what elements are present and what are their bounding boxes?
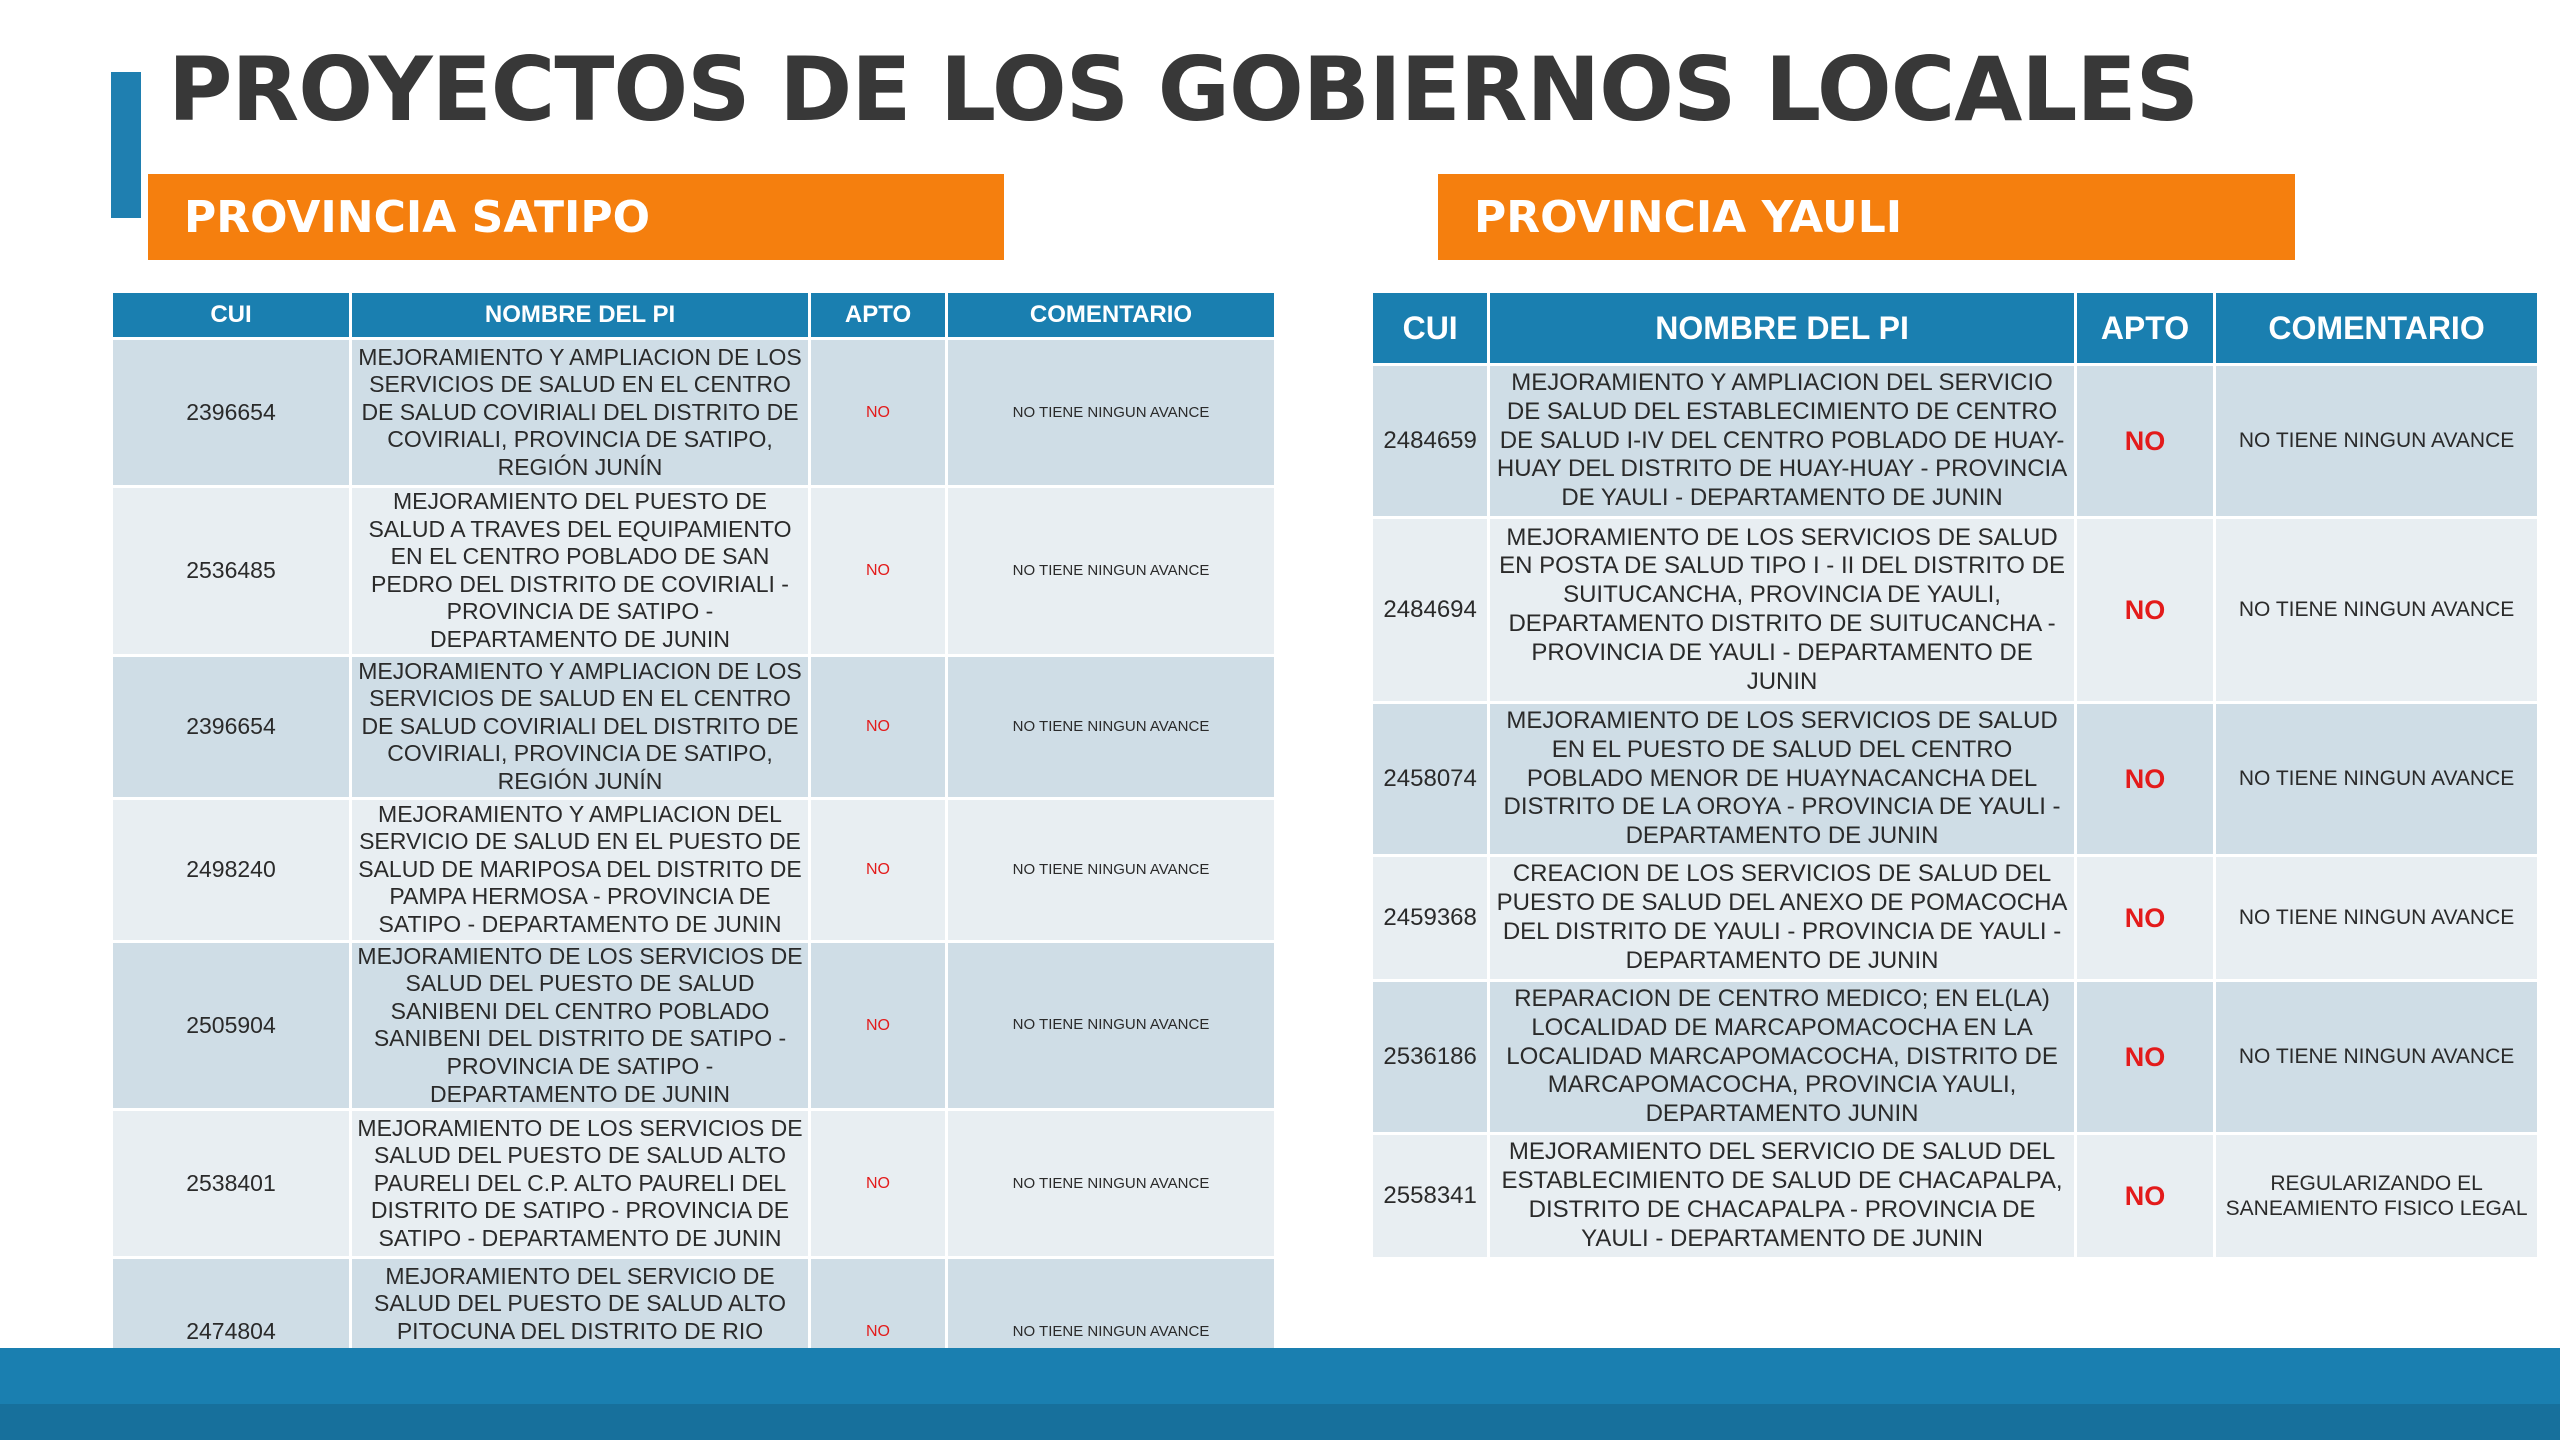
cell-nombre: MEJORAMIENTO DEL SERVICIO DE SALUD DEL PUESTO DE SALUD ALTO PITOCUNA DEL DISTRITO DE RIO (352, 1259, 808, 1404)
cell-cui: 2458074 (1373, 704, 1487, 854)
cell-comentario: NO TIENE NINGUN AVANCE (2216, 982, 2537, 1132)
cell-nombre: MEJORAMIENTO DEL SERVICIO DE SALUD DEL ESTABLECIMIENTO DE SALUD DE CHACAPALPA, DISTRITO DE CHACAPALPA - PROVINCIA DE YAULI - DEPARTAMENTO DE JUNIN (1490, 1135, 2074, 1257)
cell-comentario: REGULARIZANDO EL SANEAMIENTO FISICO LEGAL (2216, 1135, 2537, 1257)
cell-comentario: NO TIENE NINGUN AVANCE (948, 340, 1274, 485)
cell-comentario: NO TIENE NINGUN AVANCE (2216, 366, 2537, 516)
table-row (113, 1111, 1274, 1256)
cell-cui: 2484694 (1373, 519, 1487, 701)
footer-band-dark (0, 1404, 2560, 1440)
table-header-row (1373, 293, 2537, 363)
cell-apto: NO (811, 657, 945, 797)
header-cui: CUI (1373, 293, 1487, 363)
cell-cui: 2536485 (113, 488, 349, 654)
header-comentario: COMENTARIO (948, 293, 1274, 337)
cell-apto: NO (2077, 982, 2213, 1132)
cell-cui: 2558341 (1373, 1135, 1487, 1257)
cell-comentario: NO TIENE NINGUN AVANCE (2216, 519, 2537, 701)
cell-comentario: NO TIENE NINGUN AVANCE (948, 943, 1274, 1109)
cell-comentario: NO TIENE NINGUN AVANCE (948, 1111, 1274, 1256)
table-row (1373, 1135, 2537, 1257)
table-satipo (110, 290, 1277, 1407)
table-row (113, 800, 1274, 940)
cell-cui: 2498240 (113, 800, 349, 940)
cell-nombre: MEJORAMIENTO DE LOS SERVICIOS DE SALUD EN POSTA DE SALUD TIPO I - II DEL DISTRITO DE SUITUCANCHA, PROVINCIA DE YAULI, DEPARTAMENTO DISTRITO DE SUITUCANCHA - PROVINCIA DE YAULI - DEPARTAMENTO DE JUNIN (1490, 519, 2074, 701)
cell-comentario: NO TIENE NINGUN AVANCE (948, 488, 1274, 654)
cell-nombre: MEJORAMIENTO Y AMPLIACION DE LOS SERVICIOS DE SALUD EN EL CENTRO DE SALUD COVIRIALI DEL DISTRITO DE COVIRIALI, PROVINCIA DE SATIPO, REGIÓN JUNÍN (352, 657, 808, 797)
cell-comentario: NO TIENE NINGUN AVANCE (948, 800, 1274, 940)
header-cui: CUI (113, 293, 349, 337)
header-apto: APTO (2077, 293, 2213, 363)
table-row (1373, 366, 2537, 516)
cell-apto: NO (2077, 857, 2213, 979)
cell-apto: NO (811, 800, 945, 940)
cell-nombre: MEJORAMIENTO DE LOS SERVICIOS DE SALUD DEL PUESTO DE SALUD SANIBENI DEL CENTRO POBLADO SANIBENI DEL DISTRITO DE SATIPO - PROVINCIA DE SATIPO - DEPARTAMENTO DE JUNIN (352, 943, 808, 1109)
cell-cui: 2536186 (1373, 982, 1487, 1132)
cell-comentario: NO TIENE NINGUN AVANCE (948, 1259, 1274, 1404)
cell-comentario: NO TIENE NINGUN AVANCE (948, 657, 1274, 797)
cell-cui: 2505904 (113, 943, 349, 1109)
cell-nombre: CREACION DE LOS SERVICIOS DE SALUD DEL PUESTO DE SALUD DEL ANEXO DE POMACOCHA DEL DISTRITO DE YAULI - PROVINCIA DE YAULI - DEPARTAMENTO DE JUNIN (1490, 857, 2074, 979)
table-row (113, 340, 1274, 485)
cell-apto: NO (2077, 704, 2213, 854)
cell-nombre: MEJORAMIENTO Y AMPLIACION DEL SERVICIO DE SALUD EN EL PUESTO DE SALUD DE MARIPOSA DEL DISTRITO DE PAMPA HERMOSA - PROVINCIA DE SATIPO - DEPARTAMENTO DE JUNIN (352, 800, 808, 940)
cell-cui: 2474804 (113, 1259, 349, 1404)
cell-nombre: MEJORAMIENTO DE LOS SERVICIOS DE SALUD EN EL PUESTO DE SALUD DEL CENTRO POBLADO MENOR DE HUAYNACANCHA DEL DISTRITO DE LA OROYA - PROVINCIA DE YAULI - DEPARTAMENTO DE JUNIN (1490, 704, 2074, 854)
table-row (113, 657, 1274, 797)
cell-cui: 2396654 (113, 657, 349, 797)
cell-apto: NO (2077, 519, 2213, 701)
page-title: PROYECTOS DE LOS GOBIERNOS LOCALES (168, 38, 2198, 141)
title-accent-bar (111, 72, 141, 218)
cell-nombre: MEJORAMIENTO DE LOS SERVICIOS DE SALUD DEL PUESTO DE SALUD ALTO PAURELI DEL C.P. ALTO PAURELI DEL DISTRITO DE SATIPO - PROVINCIA DE SATIPO - DEPARTAMENTO DE JUNIN (352, 1111, 808, 1256)
table-row (113, 943, 1274, 1109)
cell-apto: NO (811, 1111, 945, 1256)
cell-cui: 2459368 (1373, 857, 1487, 979)
header-comentario: COMENTARIO (2216, 293, 2537, 363)
header-nombre: NOMBRE DEL PI (1490, 293, 2074, 363)
cell-apto: NO (811, 340, 945, 485)
cell-cui: 2538401 (113, 1111, 349, 1256)
cell-comentario: NO TIENE NINGUN AVANCE (2216, 857, 2537, 979)
cell-apto: NO (2077, 366, 2213, 516)
table-row (1373, 982, 2537, 1132)
cell-apto: NO (811, 1259, 945, 1404)
table-row (113, 488, 1274, 654)
cell-apto: NO (811, 943, 945, 1109)
cell-comentario: NO TIENE NINGUN AVANCE (2216, 704, 2537, 854)
cell-nombre: MEJORAMIENTO Y AMPLIACION DE LOS SERVICIOS DE SALUD EN EL CENTRO DE SALUD COVIRIALI DEL DISTRITO DE COVIRIALI, PROVINCIA DE SATIPO, REGIÓN JUNÍN (352, 340, 808, 485)
header-nombre: NOMBRE DEL PI (352, 293, 808, 337)
table-row (1373, 519, 2537, 701)
table-row (1373, 704, 2537, 854)
cell-apto: NO (2077, 1135, 2213, 1257)
table-row (1373, 857, 2537, 979)
banner-provincia-yauli: PROVINCIA YAULI (1438, 174, 2295, 260)
header-apto: APTO (811, 293, 945, 337)
cell-cui: 2484659 (1373, 366, 1487, 516)
table-yauli (1370, 290, 2540, 1260)
cell-nombre: REPARACION DE CENTRO MEDICO; EN EL(LA) LOCALIDAD DE MARCAPOMACOCHA EN LA LOCALIDAD MARCAPOMACOCHA, DISTRITO DE MARCAPOMACOCHA, PROVINCIA YAULI, DEPARTAMENTO JUNIN (1490, 982, 2074, 1132)
cell-nombre: MEJORAMIENTO DEL PUESTO DE SALUD A TRAVES DEL EQUIPAMIENTO EN EL CENTRO POBLADO DE SAN PEDRO DEL DISTRITO DE COVIRIALI - PROVINCIA DE SATIPO - DEPARTAMENTO DE JUNIN (352, 488, 808, 654)
cell-cui: 2396654 (113, 340, 349, 485)
banner-provincia-satipo: PROVINCIA SATIPO (148, 174, 1004, 260)
table-header-row (113, 293, 1274, 337)
cell-nombre: MEJORAMIENTO Y AMPLIACION DEL SERVICIO DE SALUD DEL ESTABLECIMIENTO DE CENTRO DE SALUD I-IV DEL CENTRO POBLADO DE HUAY-HUAY DEL DISTRITO DE HUAY-HUAY - PROVINCIA DE YAULI - DEPARTAMENTO DE JUNIN (1490, 366, 2074, 516)
cell-apto: NO (811, 488, 945, 654)
